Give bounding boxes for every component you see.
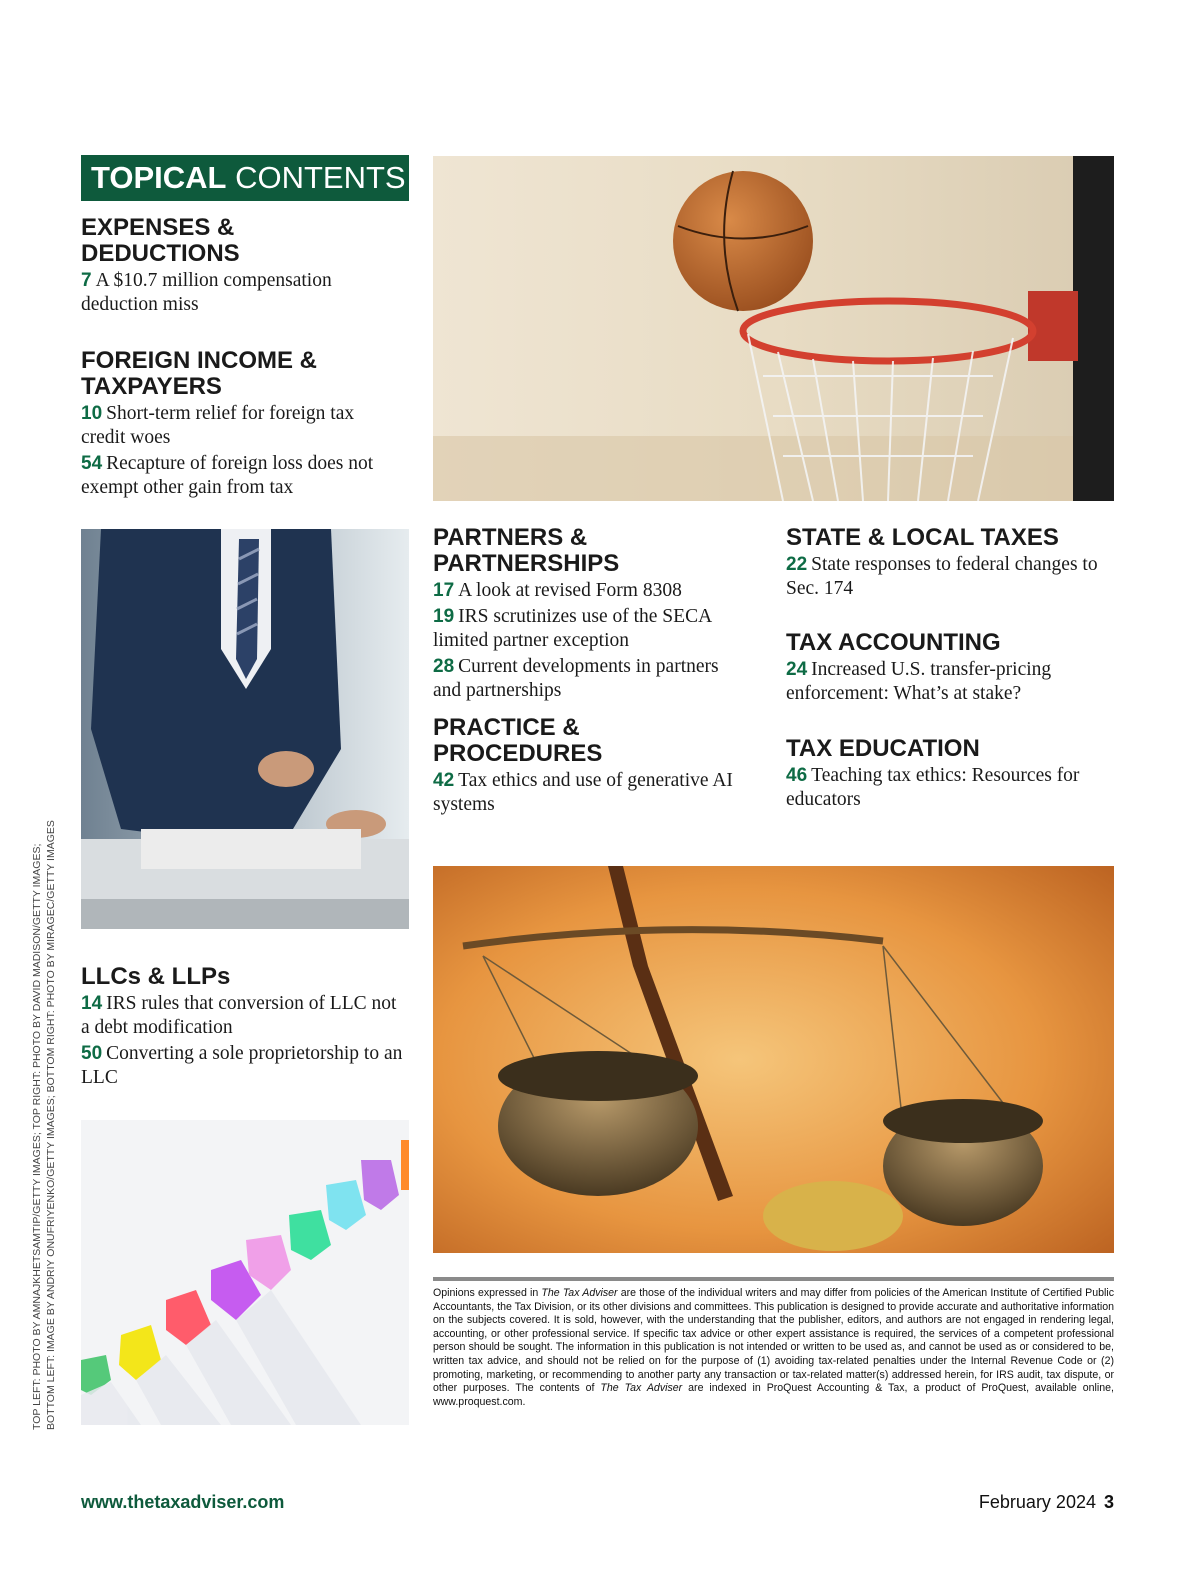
section-llcs bbox=[81, 964, 406, 1090]
colorful-shapes-image bbox=[81, 1120, 409, 1425]
page-number: 54 bbox=[81, 453, 103, 474]
list-item[interactable] bbox=[786, 553, 1106, 601]
disclaimer-rule bbox=[433, 1277, 1114, 1281]
list-item[interactable] bbox=[433, 655, 748, 703]
item-text: Recapture of foreign loss does not exempt other gain from tax bbox=[81, 453, 374, 498]
item-text: Increased U.S. transfer-pricing enforcement: What’s at stake? bbox=[786, 659, 1052, 704]
list-item[interactable] bbox=[786, 764, 1106, 812]
section-title: EXPENSES & DEDUCTIONS bbox=[81, 214, 240, 267]
section-partners bbox=[433, 525, 748, 703]
item-text: Short-term relief for foreign tax credit woes bbox=[81, 403, 355, 448]
disclaimer-text bbox=[433, 1287, 1114, 1409]
page-number: 3 bbox=[1103, 1492, 1114, 1512]
credit-line-2: BOTTOM LEFT: IMAGE BY ANDRIY ONUFRIYENKO/GETTY IMAGES; BOTTOM RIGHT: PHOTO BY MIRAGEC/GETTY IMAGES bbox=[45, 820, 57, 1430]
publication-name: The Tax Adviser bbox=[600, 1382, 683, 1395]
page-number: 42 bbox=[433, 770, 455, 791]
list-item[interactable] bbox=[81, 402, 401, 450]
banner-bold: TOPICAL bbox=[91, 160, 227, 195]
section-state-local bbox=[786, 525, 1106, 601]
basketball-hoop-photo bbox=[433, 156, 1114, 501]
page-number: 14 bbox=[81, 993, 103, 1014]
disclaimer-part: are indexed in ProQuest Accounting & Tax, a product of ProQuest, available online, www.proquest.com. bbox=[433, 1382, 1114, 1408]
section-title: TAX EDUCATION bbox=[786, 735, 980, 762]
item-text: Teaching tax ethics: Resources for educators bbox=[786, 765, 1080, 810]
list-item[interactable] bbox=[81, 1042, 406, 1090]
item-text: Tax ethics and use of generative AI systems bbox=[433, 770, 733, 815]
section-title: LLCs & LLPs bbox=[81, 963, 231, 990]
topical-contents-banner bbox=[81, 155, 409, 201]
item-text: IRS scrutinizes use of the SECA limited partner exception bbox=[433, 606, 712, 651]
section-title: PRACTICE & PROCEDURES bbox=[433, 714, 603, 767]
section-title: FOREIGN INCOME & TAXPAYERS bbox=[81, 347, 318, 400]
page-number: 24 bbox=[786, 659, 808, 680]
page-number: 17 bbox=[433, 580, 455, 601]
item-text: A look at revised Form 8308 bbox=[458, 580, 682, 601]
section-title: TAX ACCOUNTING bbox=[786, 629, 1001, 656]
section-practice bbox=[433, 715, 738, 817]
publication-name: The Tax Adviser bbox=[541, 1287, 618, 1299]
disclaimer-part: are those of the individual writers and may differ from policies of the American Institute of Certified Public Accountants, the Tax Division, or its other divisions and committees. This publication is designed to provide accurate and authoritative information on the subjects covered. It is sold, however, with the understanding that the publisher, editors, and authors are not engaged in rendering legal, accounting, or other professional service. If specific tax advice or other expert assistance is required, the services of a competent professional person should be sought. The information in this publication is not intended or written to be used as, and cannot be used as or considered to be, written tax advice, and should not be relied on for the purpose of (1) avoiding tax-related penalties under the Internal Revenue Code or (2) promoting, marketing, or recommending to another party any transaction or tax-related matter(s) addressed herein, for IRS audit, tax dispute, or other purposes. The contents of bbox=[433, 1287, 1115, 1395]
issue-date-text: February 2024 bbox=[978, 1492, 1096, 1512]
page-number: 19 bbox=[433, 606, 455, 627]
page-number: 22 bbox=[786, 554, 808, 575]
page-number: 46 bbox=[786, 765, 808, 786]
item-text: A $10.7 million compensation deduction miss bbox=[81, 270, 332, 315]
list-item[interactable] bbox=[433, 769, 738, 817]
website-link[interactable]: www.thetaxadviser.com bbox=[81, 1492, 285, 1512]
section-expenses bbox=[81, 215, 381, 317]
item-text: State responses to federal changes to Sec. 174 bbox=[786, 554, 1098, 599]
item-text: Current developments in partners and partnerships bbox=[433, 656, 719, 701]
list-item[interactable] bbox=[81, 269, 381, 317]
list-item[interactable] bbox=[81, 452, 401, 500]
list-item[interactable] bbox=[81, 992, 406, 1040]
section-title: PARTNERS & PARTNERSHIPS bbox=[433, 524, 620, 577]
list-item[interactable] bbox=[433, 579, 748, 603]
section-title: STATE & LOCAL TAXES bbox=[786, 524, 1059, 551]
section-tax-accounting bbox=[786, 630, 1086, 706]
list-item[interactable] bbox=[433, 605, 748, 653]
scales-of-justice-photo bbox=[433, 866, 1114, 1253]
page-number: 28 bbox=[433, 656, 455, 677]
issue-date bbox=[979, 1492, 1114, 1513]
section-tax-education bbox=[786, 736, 1106, 812]
disclaimer-part: Opinions expressed in bbox=[433, 1287, 542, 1299]
credit-line-1: TOP LEFT: PHOTO BY AMNAJKHETSAMTIP/GETTY IMAGES; TOP RIGHT: PHOTO BY DAVID MADISON/GETTY IMAGES; bbox=[31, 843, 43, 1430]
banner-rest: CONTENTS bbox=[226, 160, 406, 195]
section-foreign-income bbox=[81, 348, 401, 500]
page-number: 7 bbox=[81, 270, 92, 291]
page-number: 10 bbox=[81, 403, 103, 424]
item-text: IRS rules that conversion of LLC not a debt modification bbox=[81, 993, 397, 1038]
photo-credit bbox=[30, 750, 58, 1430]
item-text: Converting a sole proprietorship to an LLC bbox=[81, 1043, 403, 1088]
businessman-photo bbox=[81, 529, 409, 929]
page-number: 50 bbox=[81, 1043, 103, 1064]
list-item[interactable] bbox=[786, 658, 1086, 706]
